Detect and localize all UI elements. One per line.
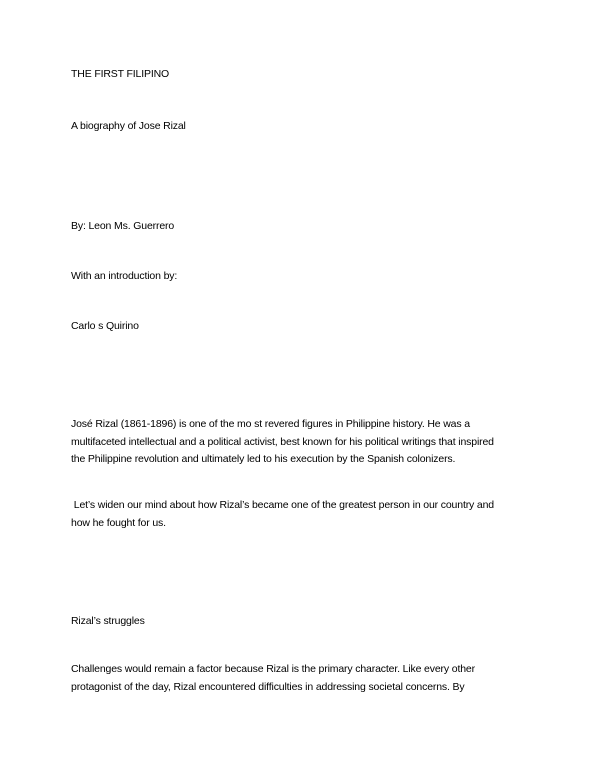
paragraph-intro [71,416,541,469]
paragraph-line: José Rizal (1861-1896) is one of the mo st revered figures in Philippine history. He was a [71,418,470,430]
document-subtitle: A biography of Jose Rizal [71,120,186,132]
paragraph-widen-mind [71,497,541,532]
paragraph-line: Challenges would remain a factor because Rizal is the primary character. Like every other [71,663,475,675]
author-line: By: Leon Ms. Guerrero [71,220,175,232]
document-title: THE FIRST FILIPINO [71,68,170,80]
introduction-author: Carlo s Quirino [71,320,139,332]
section-heading: Rizal’s struggles [71,615,145,627]
introduction-line: With an introduction by: [71,270,178,282]
paragraph-line: multifaceted intellectual and a political activist, best known for his political writings that inspired [71,435,494,448]
paragraph-line: Let’s widen our mind about how Rizal’s became one of the greatest person in our country and [71,499,494,511]
paragraph-struggles [71,661,541,696]
paragraph-line: protagonist of the day, Rizal encountered difficulties in addressing societal concerns. By [71,680,465,693]
paragraph-line: how he fought for us. [71,516,166,529]
paragraph-line: the Philippine revolution and ultimately led to his execution by the Spanish colonizers. [71,453,456,465]
